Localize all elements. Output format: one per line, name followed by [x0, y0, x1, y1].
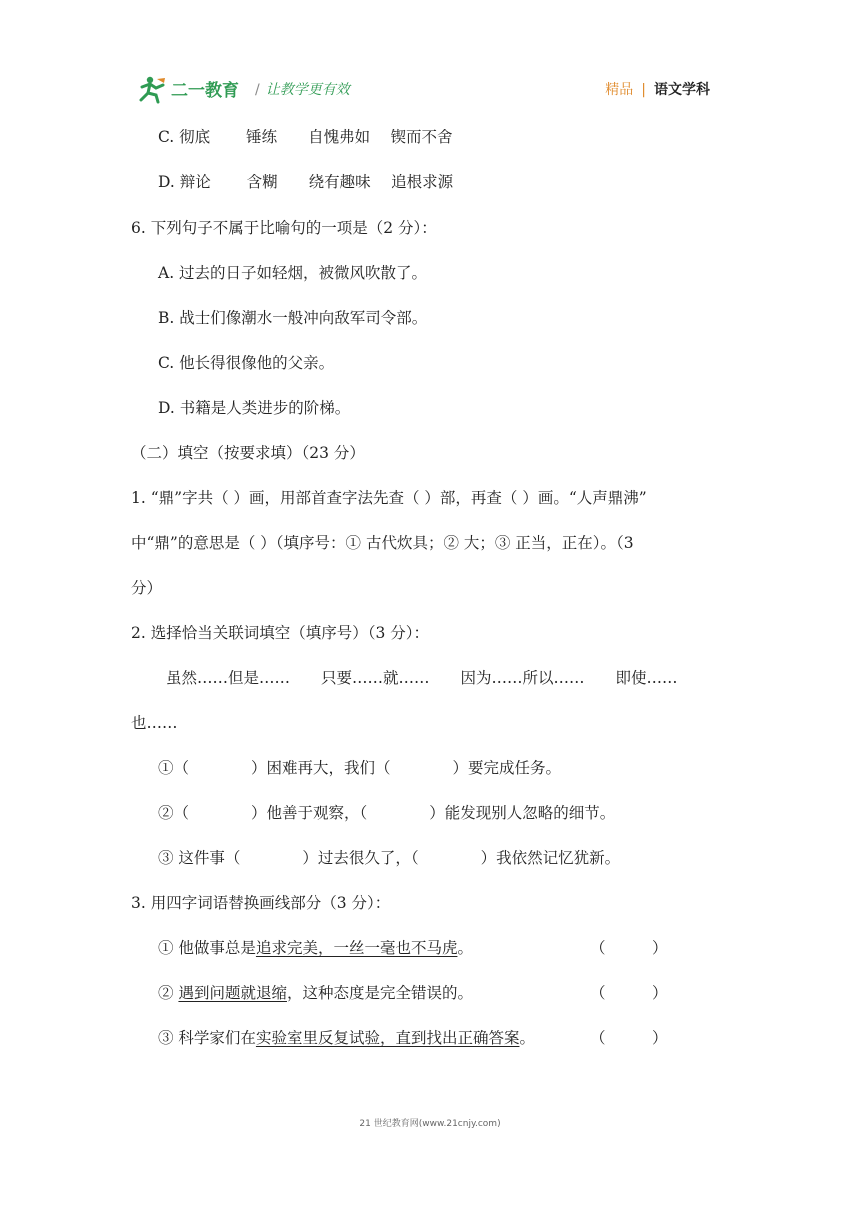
runner-icon — [141, 77, 165, 102]
fill-1-line3: 分） — [131, 579, 163, 597]
underlined-phrase: 追求完美，一丝一毫也不马虎 — [255, 939, 458, 957]
page-footer: 21 世纪教育网(www.21cnjy.com) — [359, 1119, 501, 1129]
fill-3-item3: ③ 科学家们在实验室里反复试验，直到找出正确答案。 — [158, 1029, 535, 1047]
answer-blank-2[interactable]: （ ） — [590, 984, 668, 1002]
slogan: / 让教学更有效 — [255, 82, 350, 98]
svg-text:二一教育: 二一教育 — [171, 81, 239, 101]
underlined-phrase: 实验室里反复试验，直到找出正确答案 — [255, 1029, 520, 1047]
fill-3: 3. 用四字词语替换画线部分（3 分）： — [131, 894, 391, 912]
answer-blank-3[interactable]: （ ） — [590, 1029, 668, 1047]
fill-2-item1: ①（ ）困难再大，我们（ ）要完成任务。 — [158, 759, 562, 777]
question-6: 6. 下列句子不属于比喻句的一项是（2 分）： — [131, 219, 437, 237]
option-6c: C. 他长得很像他的父亲。 — [158, 354, 335, 372]
fill-3-item1: ① 他做事总是追求完美，一丝一毫也不马虎。 — [158, 939, 473, 957]
conjunction-options-cont: 也…… — [131, 714, 178, 732]
page-header — [0, 0, 860, 110]
section-heading: （二）填空（按要求填）（23 分） — [131, 444, 365, 462]
fill-1-line2: 中“鼎”的意思是（ ）（填序号：① 古代炊具；② 大；③ 正当，正在）。（3 — [131, 534, 634, 552]
option-5c: C. 彻底 锤练 自愧弗如 锲而不舍 — [158, 128, 453, 146]
underlined-phrase: 遇到问题就退缩 — [178, 984, 287, 1002]
logo — [137, 74, 245, 104]
fill-2: 2. 选择恰当关联词填空（填序号）（3 分）： — [131, 624, 430, 642]
fill-3-item2: ② 遇到问题就退缩，这种态度是完全错误的。 — [158, 984, 473, 1002]
option-6a: A. 过去的日子如轻烟，被微风吹散了。 — [158, 264, 428, 282]
brand-label: 精品 | 语文学科 — [605, 82, 710, 98]
fill-2-item2: ②（ ）他善于观察，（ ）能发现别人忽略的细节。 — [158, 804, 616, 822]
option-6b: B. 战士们像潮水一般冲向敌军司令部。 — [158, 309, 428, 327]
fill-2-item3: ③ 这件事（ ）过去很久了，（ ）我依然记忆犹新。 — [158, 849, 621, 867]
option-6d: D. 书籍是人类进步的阶梯。 — [158, 399, 351, 417]
answer-blank-1[interactable]: （ ） — [590, 939, 668, 957]
option-5d: D. 辩论 含糊 绕有趣味 追根求源 — [158, 173, 454, 191]
fill-1-line1: 1. “鼎”字共（ ）画，用部首查字法先查（ ）部，再查（ ）画。“人声鼎沸” — [131, 489, 647, 507]
conjunction-options: 虽然……但是…… 只要……就…… 因为……所以…… 即使…… — [166, 669, 678, 687]
